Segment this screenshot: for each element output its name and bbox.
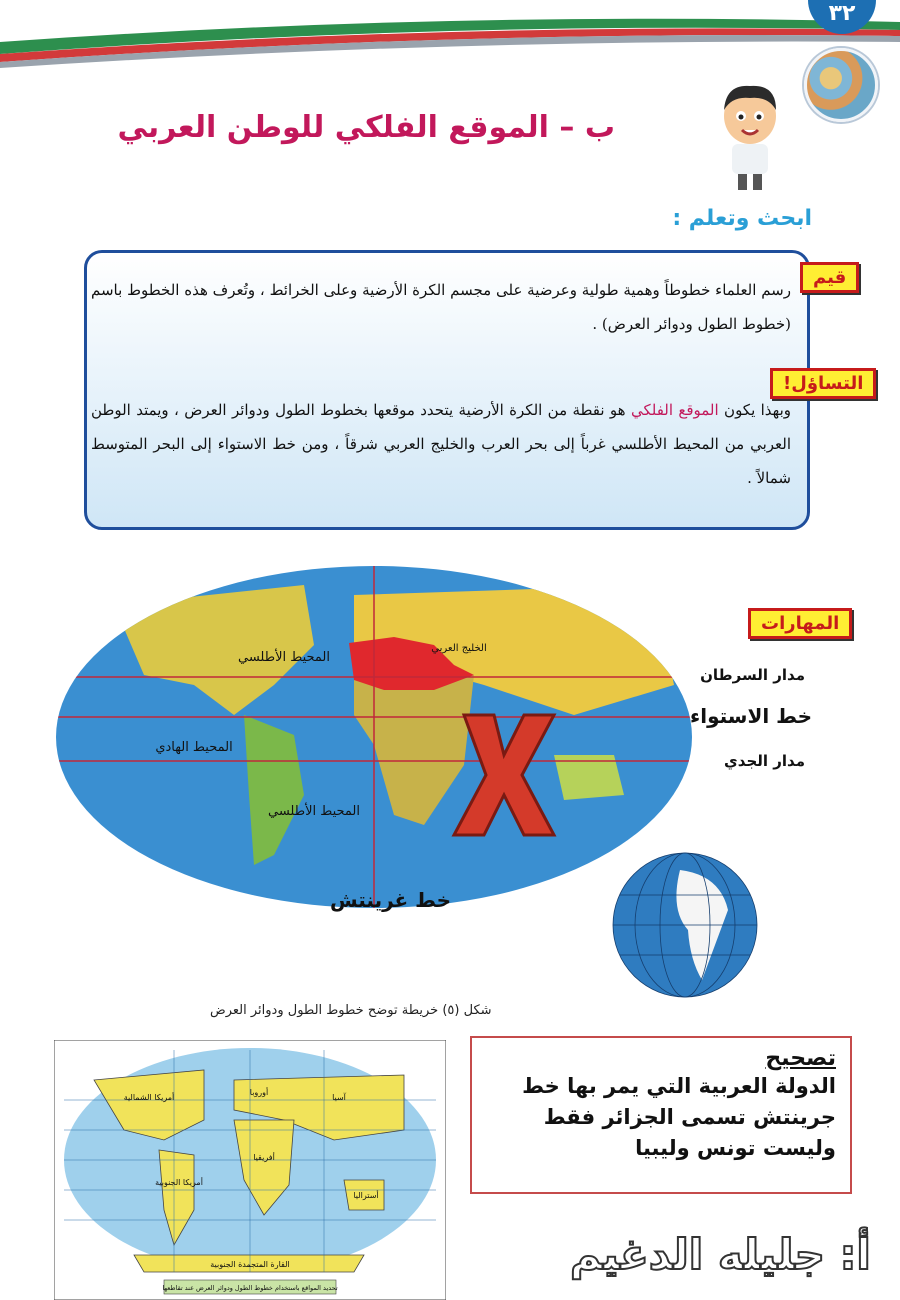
globe-illustration [610,850,760,1000]
lesson-title: ب – الموقع الفلكي للوطن العربي [117,110,615,145]
label-pacific: المحيط الهادي [155,740,233,755]
label-australia: أستراليا [353,1191,379,1200]
paragraph-2-start: وبهذا يكون [724,401,791,419]
label-africa: أفريقيا [253,1153,275,1162]
small-map-caption-bar: تحديد المواقع باستخدام خطوط الطول ودوائر العرض عند تقاطعها [162,1284,338,1292]
page-number: ٣٢ [808,0,876,34]
label-tropic-cancer: مدار السرطان [700,666,805,684]
label-equator: خط الاستواء [690,704,812,728]
figure-caption: شكل (٥) خريطة توضح خطوط الطول ودوائر العرض [210,1003,492,1018]
label-tropic-capricorn: مدار الجدي [724,752,805,770]
term-astronomical-location: الموقع الفلكي [630,401,719,419]
label-greenwich: خط غرينتش [330,888,452,912]
explore-heading: ابحث وتعلم : [672,206,812,231]
label-asia: آسيا [332,1093,346,1102]
label-atlantic-north: المحيط الأطلسي [238,650,330,665]
tag-values: قيم [800,262,859,293]
label-atlantic-south: المحيط الأطلسي [268,804,360,819]
paragraph-definition: رسم العلماء خطوطاً وهمية طولية وعرضية على مجسم الكرة الأرضية وعلى الخرائط ، وتُعرف هذه الخطوط باسم (خطوط الطول ودوائر العرض) . [91,281,791,333]
paragraph-astronomical-location [91,393,791,495]
label-gulf: الخليج العربي [431,643,487,654]
header-band [0,0,900,80]
map-thumbnail [804,48,878,122]
correction-heading: تصحيح [765,1046,836,1071]
label-europe: أوروبا [249,1088,269,1097]
label-south-america: أمريكا الجنوبية [155,1178,203,1187]
student-illustration [710,80,790,192]
info-box [84,250,810,530]
tag-skills: المهارات [748,608,852,639]
label-north-america: أمريكا الشمالية [123,1093,175,1102]
correction-text: الدولة العربية التي يمر بها خط جرينتش تسمى الجزائر فقط وليست تونس وليبيا [522,1074,836,1160]
small-world-map [54,1040,446,1300]
world-map [54,565,694,910]
correction-box [470,1036,852,1194]
tag-question: التساؤل! [770,368,876,399]
teacher-signature: أ: جليله الدغيم [570,1230,871,1279]
label-antarctica: القارة المتجمدة الجنوبية [210,1260,290,1269]
paragraph-2-rest: هو نقطة من الكرة الأرضية يتحدد موقعها بخطوط الطول ودوائر العرض ، ويمتد الوطن العربي من المحيط الأطلسي غرباً إلى بحر العرب والخليج العربي شرقاً ، ومن خط الاستواء إلى البحر المتوسط شمالاً . [91,401,791,487]
